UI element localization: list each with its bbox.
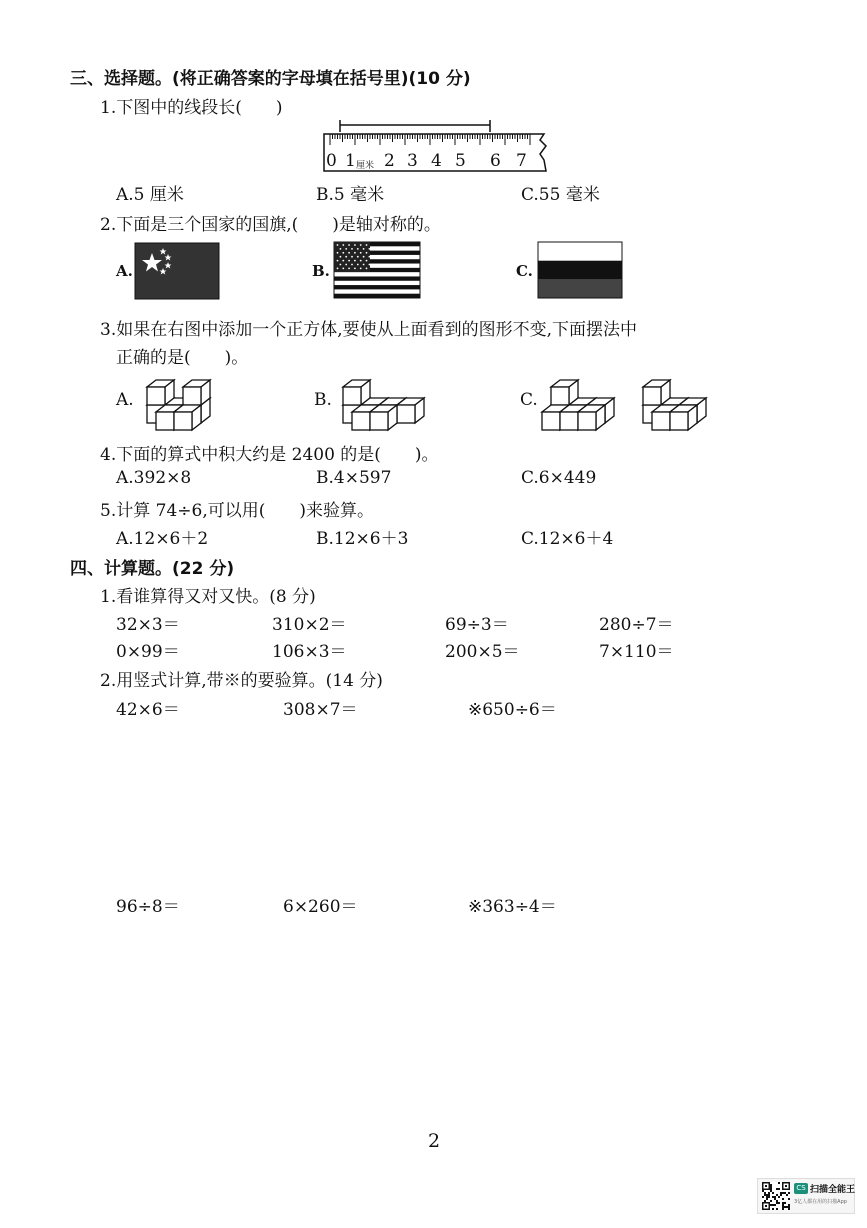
cube-arrangement-a — [136, 368, 216, 432]
vertical-calc-2: 308×7＝ — [283, 700, 358, 720]
scanner-watermark — [757, 1178, 855, 1214]
ruler-label-5: 5 — [455, 151, 466, 171]
q4-option-c: C.6×449 — [521, 468, 597, 488]
oral-calc-1: 32×3＝ — [116, 615, 180, 635]
page-number: 2 — [428, 1130, 441, 1152]
oral-calc-7: 200×5＝ — [445, 642, 520, 662]
app-badge: CS — [794, 1183, 808, 1194]
cube-arrangement-c — [540, 368, 620, 432]
oral-calc-6: 106×3＝ — [272, 642, 347, 662]
section4-title: 四、计算题。(22 分) — [70, 559, 235, 579]
oral-calc-3: 69÷3＝ — [445, 615, 509, 635]
oral-calc-5: 0×99＝ — [116, 642, 180, 662]
q4-option-a: A.392×8 — [116, 468, 192, 488]
s4-q1-stem: 1.看谁算得又对又快。(8 分) — [100, 587, 316, 607]
ruler-label-6: 6 — [490, 151, 501, 171]
cube-reference-figure — [632, 368, 712, 432]
section3-title: 三、选择题。(将正确答案的字母填在括号里)(10 分) — [70, 69, 471, 89]
qr-code-icon — [762, 1182, 790, 1210]
oral-calc-8: 7×110＝ — [599, 642, 674, 662]
usa-flag-icon — [334, 242, 420, 298]
vertical-calc-6: ※363÷4＝ — [468, 897, 557, 917]
q3-stem-line2: 正确的是( )。 — [116, 348, 249, 368]
vertical-calc-4: 96÷8＝ — [116, 897, 180, 917]
q5-stem: 5.计算 74÷6,可以用( )来验算。 — [100, 501, 374, 521]
cube-arrangement-b — [332, 368, 422, 432]
q3-option-b: B. — [314, 390, 332, 410]
q1-option-c: C.55 毫米 — [521, 185, 600, 205]
q1-option-b: B.5 毫米 — [316, 185, 385, 205]
q2-option-b: B. — [312, 262, 330, 280]
ruler-unit-label: 厘米 — [356, 161, 375, 171]
s4-q2-stem: 2.用竖式计算,带※的要验算。(14 分) — [100, 671, 383, 691]
app-name: 扫描全能王 — [810, 1185, 856, 1195]
q2-stem: 2.下面是三个国家的国旗,( )是轴对称的。 — [100, 215, 441, 235]
oral-calc-4: 280÷7＝ — [599, 615, 674, 635]
q5-option-b: B.12×6＋3 — [316, 529, 409, 549]
ruler-label-2: 2 — [384, 151, 395, 171]
russia-flag-icon — [538, 242, 622, 298]
ruler-label-3: 3 — [407, 151, 418, 171]
ruler-label-4: 4 — [431, 151, 442, 171]
oral-calc-2: 310×2＝ — [272, 615, 347, 635]
q4-stem: 4.下面的算式中积大约是 2400 的是( )。 — [100, 445, 439, 465]
ruler-label-1: 1 — [345, 151, 356, 171]
q3-option-a: A. — [116, 390, 134, 410]
vertical-calc-3: ※650÷6＝ — [468, 700, 557, 720]
q2-option-c: C. — [516, 262, 533, 280]
q2-option-a: A. — [116, 262, 133, 280]
vertical-calc-1: 42×6＝ — [116, 700, 180, 720]
q5-option-a: A.12×6＋2 — [116, 529, 209, 549]
q1-option-a: A.5 厘米 — [116, 185, 184, 205]
china-flag-icon — [135, 243, 219, 299]
app-subtitle: 3亿人都在用的扫描App — [794, 1199, 847, 1205]
ruler-label-0: 0 — [326, 151, 337, 171]
q1-stem: 1.下图中的线段长( ) — [100, 98, 283, 118]
q3-stem-line1: 3.如果在右图中添加一个正方体,要使从上面看到的图形不变,下面摆法中 — [100, 320, 638, 340]
q5-option-c: C.12×6＋4 — [521, 529, 614, 549]
ruler-label-7: 7 — [516, 151, 527, 171]
q3-option-c: C. — [520, 390, 538, 410]
q4-option-b: B.4×597 — [316, 468, 392, 488]
vertical-calc-5: 6×260＝ — [283, 897, 358, 917]
